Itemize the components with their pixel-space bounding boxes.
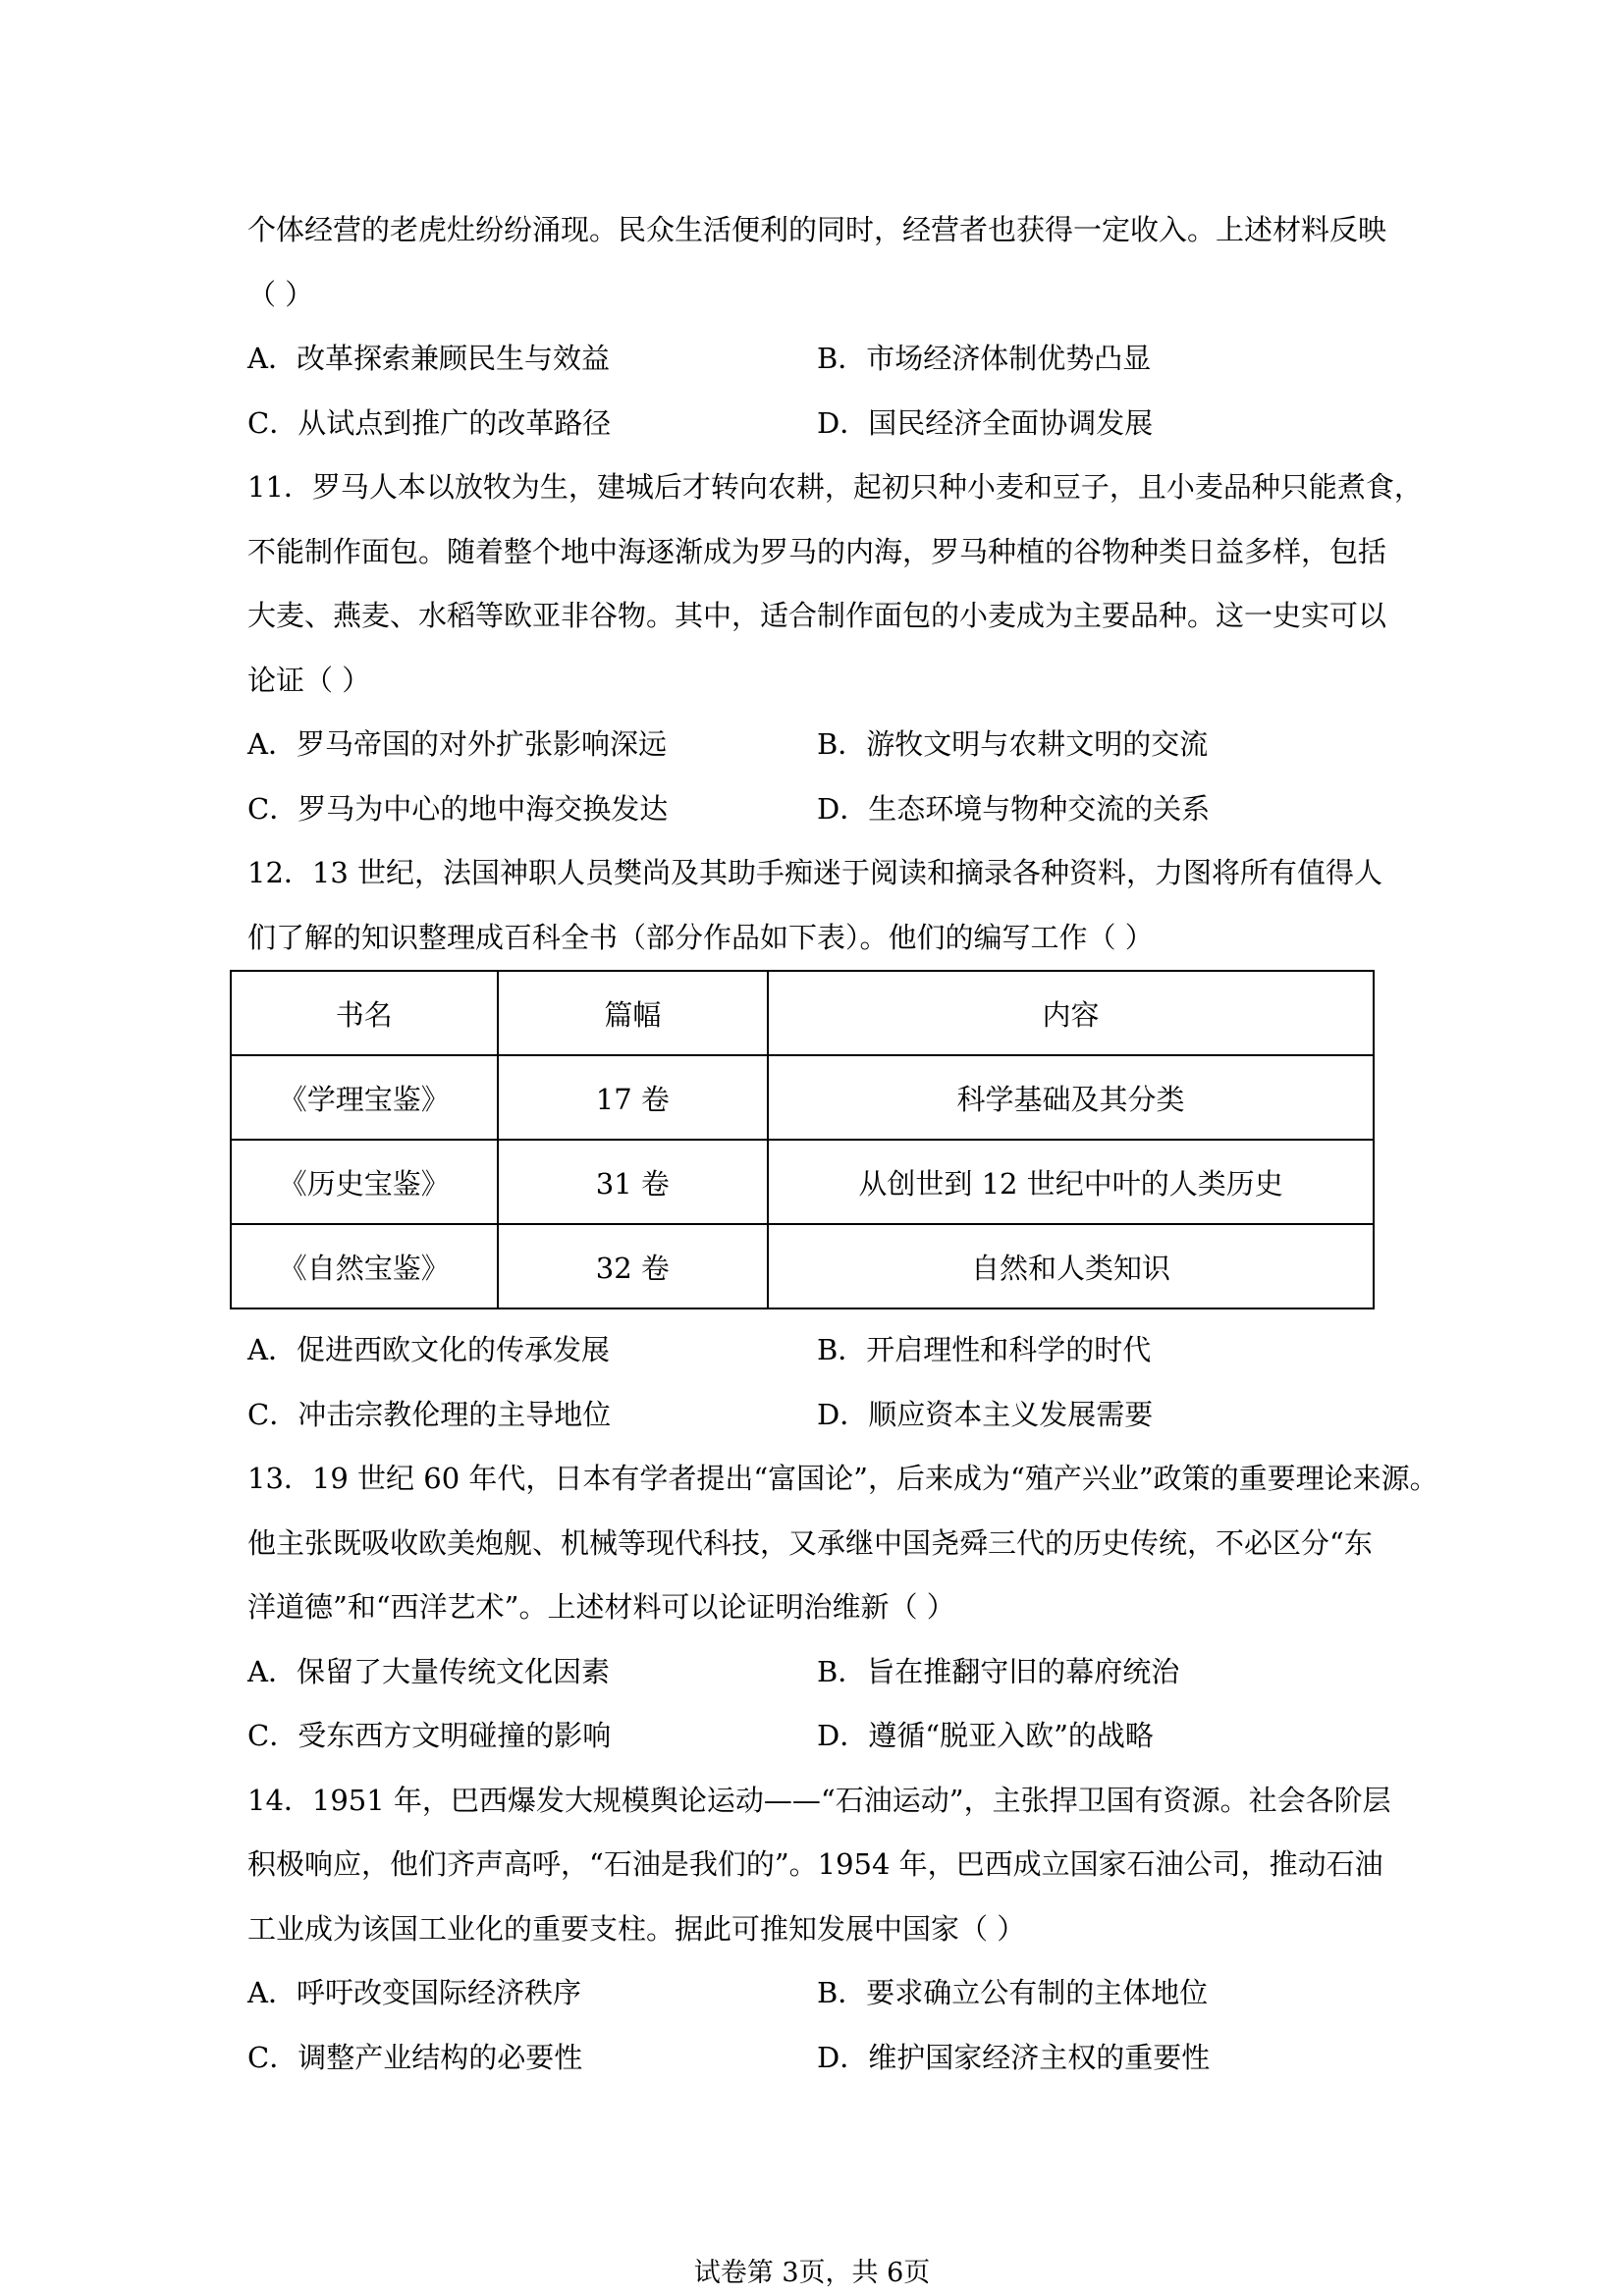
q13-stem-line2: 他主张既吸收欧美炮舰、机械等现代科技，又承继中国尧舜三代的历史传统，不必区分“东 xyxy=(247,1526,1373,1560)
q11-option-c: C．罗马为中心的地中海交换发达 xyxy=(247,792,669,826)
table-cell: 科学基础及其分类 xyxy=(768,1055,1374,1140)
q14-option-a: A．呼吁改变国际经济秩序 xyxy=(247,1976,581,2009)
q14-stem-line2: 积极响应，他们齐声高呼，“石油是我们的”。1954 年，巴西成立国家石油公司，推动石油 xyxy=(247,1847,1383,1881)
q10-option-c: C．从试点到推广的改革路径 xyxy=(247,406,612,440)
q10-option-a: A．改革探索兼顾民生与效益 xyxy=(247,342,610,375)
q14-option-b: B．要求确立公有制的主体地位 xyxy=(817,1976,1209,2009)
table-header-cell: 内容 xyxy=(768,971,1374,1055)
q13-option-c: C．受东西方文明碰撞的影响 xyxy=(247,1719,612,1752)
q14-option-d: D．维护国家经济主权的重要性 xyxy=(817,2041,1211,2074)
table-row xyxy=(231,1140,1374,1224)
table-header-cell: 书名 xyxy=(231,971,498,1055)
q14-option-c: C．调整产业结构的必要性 xyxy=(247,2041,583,2074)
q12-table xyxy=(230,970,1375,1309)
table-cell: 自然和人类知识 xyxy=(768,1224,1374,1308)
page-footer: 试卷第 3页，共 6页 xyxy=(693,2258,931,2288)
q10-option-b: B．市场经济体制优势凸显 xyxy=(817,342,1152,375)
q14-stem-line1: 14．1951 年，巴西爆发大规模舆论运动——“石油运动”，主张捍卫国有资源。社会各阶层 xyxy=(247,1784,1391,1817)
table-header-cell: 篇幅 xyxy=(498,971,769,1055)
table-row xyxy=(231,1224,1374,1308)
q11-stem-line1: 11．罗马人本以放牧为生，建城后才转向农耕，起初只种小麦和豆子，且小麦品种只能煮食， xyxy=(247,470,1423,504)
q10-answer-paren: （ ） xyxy=(247,278,314,311)
q11-stem-line4: 论证（ ） xyxy=(247,664,371,697)
table-cell: 《自然宝鉴》 xyxy=(231,1224,498,1308)
q11-stem-line3: 大麦、燕麦、水稻等欧亚非谷物。其中，适合制作面包的小麦成为主要品种。这一史实可以 xyxy=(247,599,1387,632)
table-cell: 17 卷 xyxy=(498,1055,769,1140)
q13-option-a: A．保留了大量传统文化因素 xyxy=(247,1655,610,1688)
q11-stem-line2: 不能制作面包。随着整个地中海逐渐成为罗马的内海，罗马种植的谷物种类日益多样，包括 xyxy=(247,535,1387,568)
q12-option-a: A．促进西欧文化的传承发展 xyxy=(247,1333,610,1366)
q12-option-b: B．开启理性和科学的时代 xyxy=(817,1333,1152,1366)
table-cell: 31 卷 xyxy=(498,1140,769,1224)
table-cell: 《历史宝鉴》 xyxy=(231,1140,498,1224)
q13-option-d: D．遵循“脱亚入欧”的战略 xyxy=(817,1719,1154,1752)
q13-option-b: B．旨在推翻守旧的幕府统治 xyxy=(817,1655,1180,1688)
table-cell: 32 卷 xyxy=(498,1224,769,1308)
table-cell: 《学理宝鉴》 xyxy=(231,1055,498,1140)
q10-stem-tail: 个体经营的老虎灶纷纷涌现。民众生活便利的同时，经营者也获得一定收入。上述材料反映 xyxy=(247,213,1387,246)
table-cell: 从创世到 12 世纪中叶的人类历史 xyxy=(768,1140,1374,1224)
q11-option-a: A．罗马帝国的对外扩张影响深远 xyxy=(247,727,667,761)
q14-stem-line3: 工业成为该国工业化的重要支柱。据此可推知发展中国家（ ） xyxy=(247,1912,1026,1946)
q13-stem-line1: 13．19 世纪 60 年代，日本有学者提出“富国论”，后来成为“殖产兴业”政策的重要理论来源。 xyxy=(247,1462,1438,1495)
q11-option-d: D．生态环境与物种交流的关系 xyxy=(817,792,1211,826)
table-header-row xyxy=(231,971,1374,1055)
q12-option-d: D．顺应资本主义发展需要 xyxy=(817,1398,1154,1431)
q12-stem-line2: 们了解的知识整理成百科全书（部分作品如下表）。他们的编写工作（ ） xyxy=(247,921,1154,954)
q11-option-b: B．游牧文明与农耕文明的交流 xyxy=(817,727,1209,761)
q12-option-c: C．冲击宗教伦理的主导地位 xyxy=(247,1398,612,1431)
q13-stem-line3: 洋道德”和“西洋艺术”。上述材料可以论证明治维新（ ） xyxy=(247,1590,955,1624)
q10-option-d: D．国民经济全面协调发展 xyxy=(817,406,1154,440)
q12-stem-line1: 12．13 世纪，法国神职人员樊尚及其助手痴迷于阅读和摘录各种资料，力图将所有值得人 xyxy=(247,856,1383,889)
table-row xyxy=(231,1055,1374,1140)
